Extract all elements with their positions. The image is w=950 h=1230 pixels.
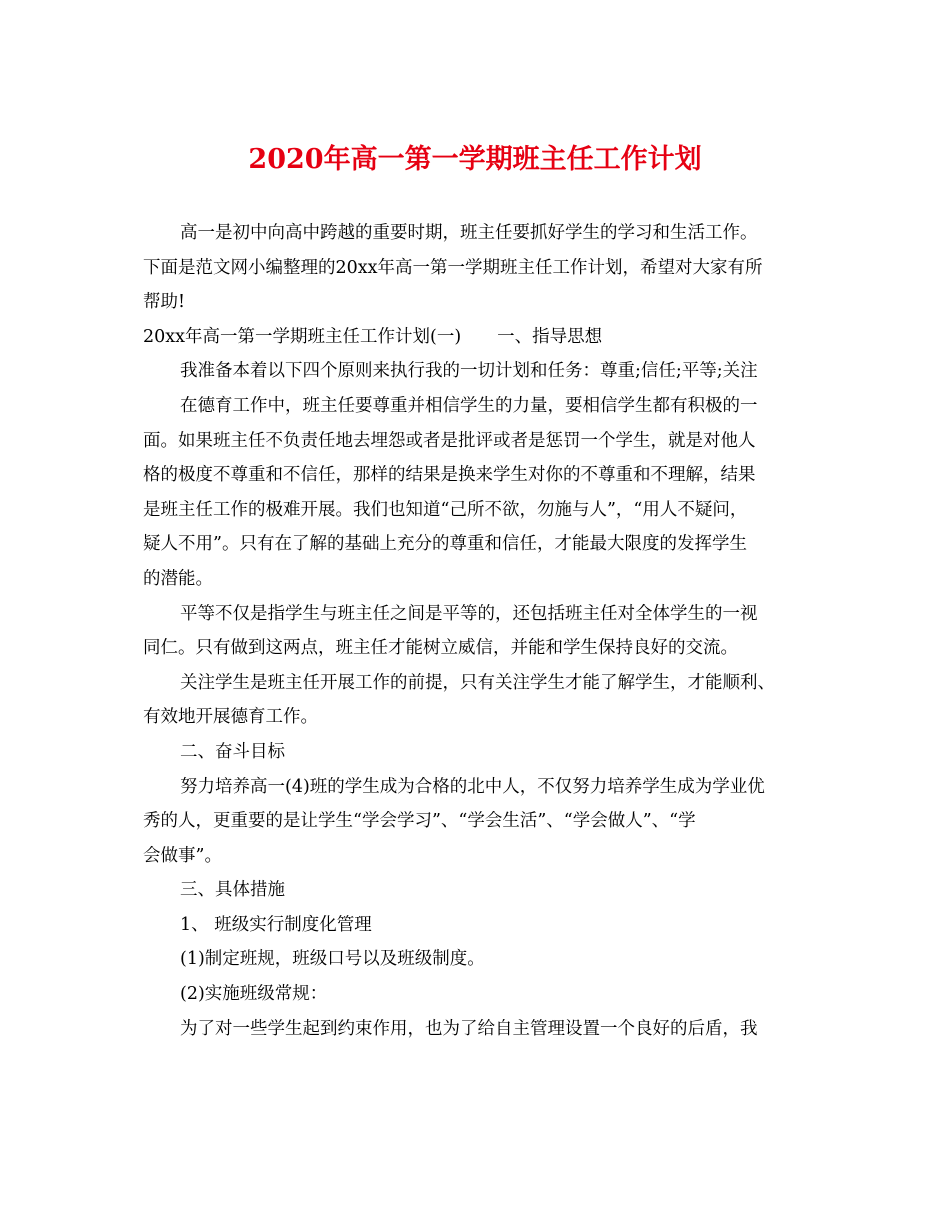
list-item: (2)实施班级常规： (180, 984, 328, 1005)
section-heading: 二、奋斗目标 (180, 741, 285, 762)
paragraph-line: 同仁。只有做到这两点，班主任才能树立威信，并能和学生保持良好的交流。 (143, 638, 738, 659)
paragraph-line: 下面是范文网小编整理的20xx年高一第一学期班主任工作计划，希望对大家有所 (143, 257, 763, 278)
paragraph-line: 关注学生是班主任开展工作的前提，只有关注学生才能了解学生，才能顺利、 (180, 672, 775, 693)
paragraph-line: 面。如果班主任不负责任地去埋怨或者是批评或者是惩罚一个学生，就是对他人 (143, 430, 756, 451)
section-heading: 三、具体措施 (180, 880, 285, 901)
plan-subtitle: 20xx年高一第一学期班主任工作计划(一) (143, 326, 462, 347)
paragraph-line: 为了对一些学生起到约束作用，也为了给自主管理设置一个良好的后盾，我 (180, 1018, 758, 1039)
list-item: (1)制定班规，班级口号以及班级制度。 (180, 949, 485, 970)
paragraph-line: 有效地开展德育工作。 (143, 707, 318, 728)
paragraph-line: 的潜能。 (143, 568, 213, 589)
paragraph-line: 帮助! (143, 292, 186, 313)
section-heading-line (143, 320, 803, 355)
list-item: 1、 班级实行制度化管理 (180, 914, 372, 935)
paragraph-line: 平等不仅是指学生与班主任之间是平等的，还包括班主任对全体学生的一视 (180, 603, 758, 624)
paragraph-line: 格的极度不尊重和不信任，那样的结果是换来学生对你的不尊重和不理解，结果 (143, 465, 756, 486)
section-heading: 一、指导思想 (497, 326, 603, 347)
paragraph-line: 高一是初中向高中跨越的重要时期，班主任要抓好学生的学习和生活工作。 (180, 223, 758, 243)
document-title: 2020年高一第一学期班主任工作计划 (248, 144, 702, 175)
paragraph-line: 是班主任工作的极难开展。我们也知道“己所不欲，勿施与人”，“用人不疑问， (143, 499, 748, 520)
paragraph-line: 努力培养高一(4)班的学生成为合格的北中人，不仅努力培养学生成为学业优 (180, 776, 765, 797)
paragraph-line: 我准备本着以下四个原则来执行我的一切计划和任务：尊重;信任;平等;关注 (180, 361, 758, 382)
document-body (143, 216, 803, 1046)
paragraph-line: 秀的人，更重要的是让学生“学会学习”、“学会生活”、“学会做人”、“学 (143, 811, 696, 832)
paragraph-line: 在德育工作中，班主任要尊重并相信学生的力量，要相信学生都有积极的一 (180, 395, 758, 416)
paragraph-line: 会做事”。 (143, 845, 222, 866)
paragraph-line: 疑人不用”。只有在了解的基础上充分的尊重和信任，才能最大限度的发挥学生 (143, 534, 747, 555)
